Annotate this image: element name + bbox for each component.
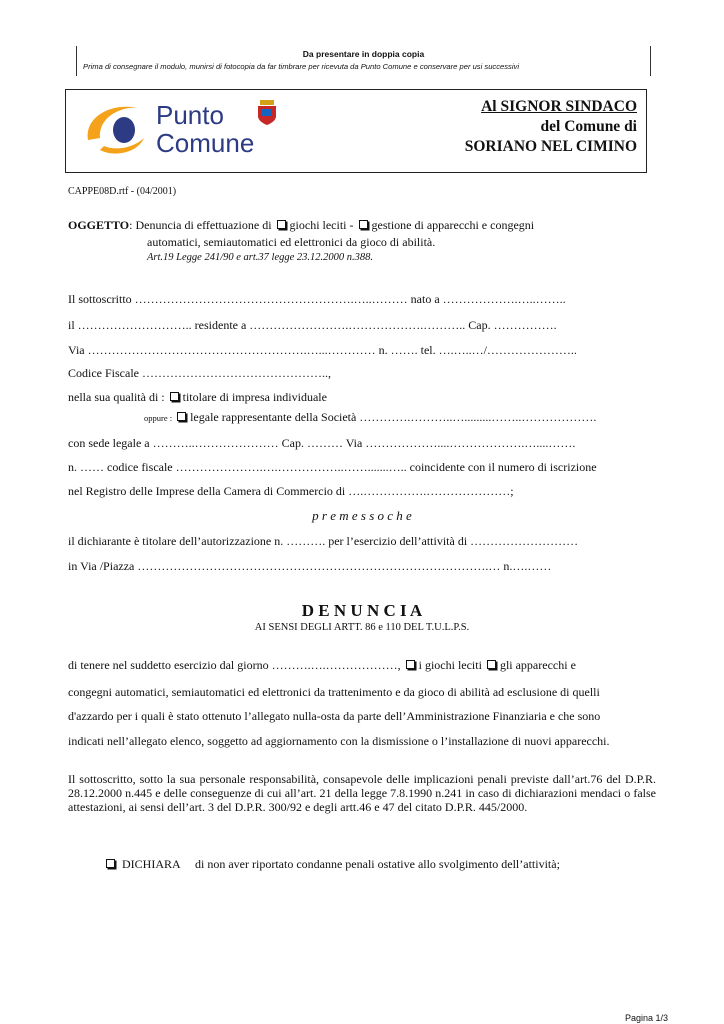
body-line-4: indicati nell’allegato elenco, soggetto ad aggiornamento con la dismissione o l’installazione di nuovi apparecchi. [68, 734, 610, 748]
coat-of-arms-icon [256, 100, 278, 126]
oggetto-line-1: OGGETTO: Denuncia di effettuazione di giochi leciti - gestione di apparecchi e congegni [68, 218, 535, 232]
logo-word-comune: Comune [156, 128, 255, 158]
field-via[interactable]: Via ……………………………………………….…...………… n. ……. tel. ….…..…/………………….. [68, 343, 577, 357]
field-autorizzazione[interactable]: il dichiarante è titolare dell’autorizzazione n. ………. per l’esercizio dell’attività di ……………………… [68, 534, 579, 548]
responsibility-paragraph: Il sottoscritto, sotto la sua personale responsabilità, consapevole delle implicazioni penali previste dall’art.76 del D.P.R. 28.12.2000 n.445 e delle conseguenze di cui all’art. 21 della legge 7.8.1990 n.241 in caso di dichiarazioni mendaci o false attestazioni, ai sensi dell’art. 3 del D.P.R. 300/92 e degli artt.46 e 47 del citato D.P.R. 445/2000. [68, 772, 656, 814]
checkbox-legale-rappresentante[interactable] [177, 412, 186, 421]
oppure-row: oppure : legale rappresentante della Società ………….………..….........……..………………. [144, 410, 597, 424]
form-code: CAPPE08D.rtf - (04/2001) [68, 186, 177, 197]
premesso-che-heading: p r e m e s s o c h e [312, 508, 412, 523]
checkbox-giochi-leciti[interactable] [277, 220, 286, 229]
field-via-piazza[interactable]: in Via /Piazza …………………………………………………………………………….… n.….…… [68, 559, 552, 573]
qualita-row: nella sua qualità di : titolare di impresa individuale [68, 390, 327, 404]
field-codice-fiscale-societa[interactable]: n. …… codice fiscale ………………….….……………..…….......….. coincidente con il numero di iscrizione [68, 460, 597, 474]
field-residenza[interactable]: il ……………………….. residente a …………………….……………….……….. Cap. ……………. [68, 318, 557, 332]
checkbox-apparecchi-body[interactable] [487, 660, 496, 669]
field-sottoscritto[interactable]: Il sottoscritto ……………………………………………….…..……… nato a ……………….…..…….. [68, 292, 566, 306]
oggetto-legal-ref: Art.19 Legge 241/90 e art.37 legge 23.12.2000 n.388. [147, 252, 374, 263]
page-number: Pagina 1/3 [624, 1013, 668, 1023]
recipient-line-1: Al SIGNOR SINDACO [481, 98, 637, 115]
recipient-line-2: del Comune di [540, 118, 637, 135]
photocopy-instruction: Prima di consegnare il modulo, munirsi di fotocopia da far timbrare per ricevuta da Punto Comune e conservare per usi successivi [83, 62, 520, 71]
checkbox-dichiara[interactable] [106, 859, 115, 868]
dichiara-text: di non aver riportato condanne penali ostative allo svolgimento dell’attività; [195, 857, 560, 871]
field-sede-legale[interactable]: con sede legale a ………..………………… Cap. ……… Via ………………....……………….…....……. [68, 436, 576, 450]
top-note [76, 46, 651, 76]
denuncia-subtitle: AI SENSI DEGLI ARTT. 86 e 110 DEL T.U.L.P.S. [254, 622, 470, 633]
oggetto-line-2: automatici, semiautomatici ed elettronici da gioco di abilità. [147, 235, 436, 249]
header-box [65, 89, 647, 173]
checkbox-giochi-leciti-body[interactable] [406, 660, 415, 669]
logo-word-punto: Punto [156, 100, 224, 130]
recipient-line-3: SORIANO NEL CIMINO [464, 138, 637, 155]
field-registro-imprese[interactable]: nel Registro delle Imprese della Camera di Commercio di ….…………….…………………; [68, 484, 514, 498]
body-line-1: di tenere nel suddetto esercizio dal giorno ……….….………………, i giochi leciti gli apparecchi e [68, 658, 576, 672]
dichiara-row [104, 857, 560, 872]
field-codice-fiscale[interactable]: Codice Fiscale ……………………………………….., [68, 366, 331, 380]
logo-swirl-icon [80, 96, 160, 166]
checkbox-gestione-apparecchi[interactable] [359, 220, 368, 229]
denuncia-title: D E N U N C I A [301, 601, 423, 620]
body-line-2: congegni automatici, semiautomatici ed elettronici da trattenimento e da gioco di abilità ad esclusione di quelli [68, 685, 600, 699]
checkbox-titolare-impresa[interactable] [170, 392, 179, 401]
oggetto-label: OGGETTO [68, 218, 130, 232]
recipient-block [465, 97, 637, 157]
copy-instruction: Da presentare in doppia copia [302, 49, 425, 59]
dichiara-label: DICHIARA [122, 857, 181, 871]
body-line-3: d'azzardo per i quali è stato ottenuto l’allegato nulla-osta da parte dell’Amministrazione Finanziaria e che sono [68, 709, 601, 723]
punto-comune-logo [80, 96, 280, 166]
